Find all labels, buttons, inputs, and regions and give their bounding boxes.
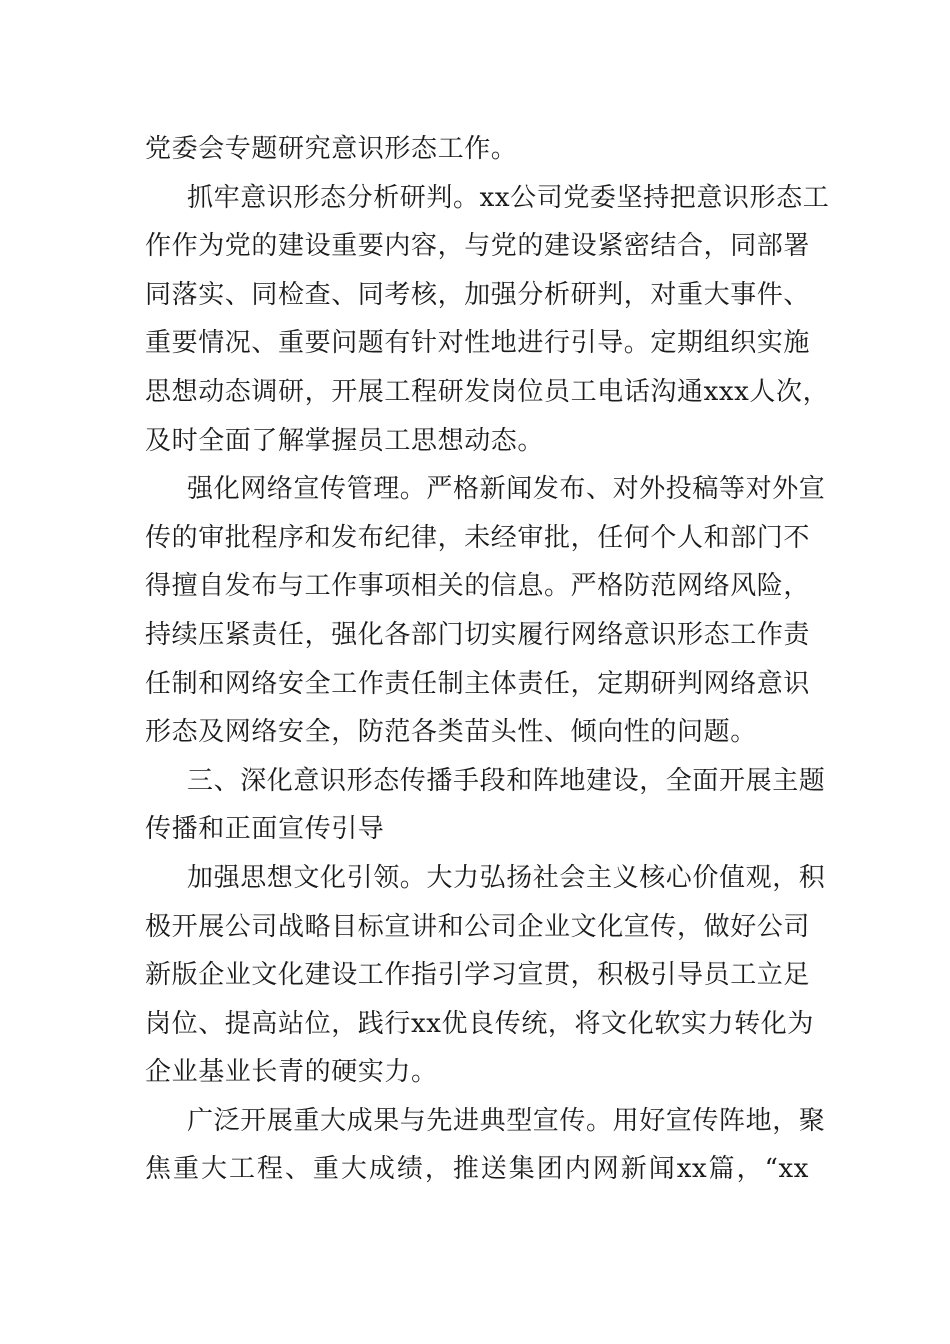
text-line: 及时全面了解掌握员工思想动态。 [145,425,545,456]
text-line: 极开展公司战略目标宣讲和公司企业文化宣传，做好公司 [145,911,811,942]
paragraph-first-line: 广泛开展重大成果与先进典型宣传。用好宣传阵地，聚 [187,1105,826,1136]
text-line: 党委会专题研究意识形态工作。 [145,134,518,164]
text-line: 持续压紧责任，强化各部门切实履行网络意识形态工作责 [145,619,811,650]
text-line: 同落实、同检查、同考核，加强分析研判，对重大事件、 [145,279,811,310]
document-body [145,125,830,1194]
section-heading-line: 三、深化意识形态传播手段和阵地建设，全面开展主题 [187,765,826,796]
text-line: 思想动态调研，开展工程研发岗位员工电话沟通xxx人次， [145,376,830,407]
paragraph-first-line: 加强思想文化引领。大力弘扬社会主义核心价值观，积 [187,862,826,893]
text-line: 传的审批程序和发布纪律，未经审批，任何个人和部门不 [145,522,811,553]
paragraph-first-line: 强化网络宣传管理。严格新闻发布、对外投稿等对外宣 [187,474,826,505]
text-line: 企业基业长青的硬实力。 [145,1057,438,1088]
text-line: 任制和网络安全工作责任制主体责任，定期研判网络意识 [145,668,811,699]
text-line: 作作为党的建设重要内容，与党的建设紧密结合，同部署 [145,231,811,262]
text-line: 焦重大工程、重大成绩，推送集团内网新闻xx篇，“xx [145,1154,809,1185]
text-line: 形态及网络安全，防范各类苗头性、倾向性的问题。 [145,717,757,748]
text-line: 岗位、提高站位，践行xx优良传统，将文化软实力转化为 [145,1008,814,1039]
text-line: 新版企业文化建设工作指引学习宣贯，积极引导员工立足 [145,960,811,991]
text-line: 重要情况、重要问题有针对性地进行引导。定期组织实施 [145,328,811,359]
paragraph-first-line: 抓牢意识形态分析研判。xx公司党委坚持把意识形态工 [187,182,830,213]
text-line: 得擅自发布与工作事项相关的信息。严格防范网络风险， [145,571,811,602]
section-heading-line: 传播和正面宣传引导 [145,814,385,845]
